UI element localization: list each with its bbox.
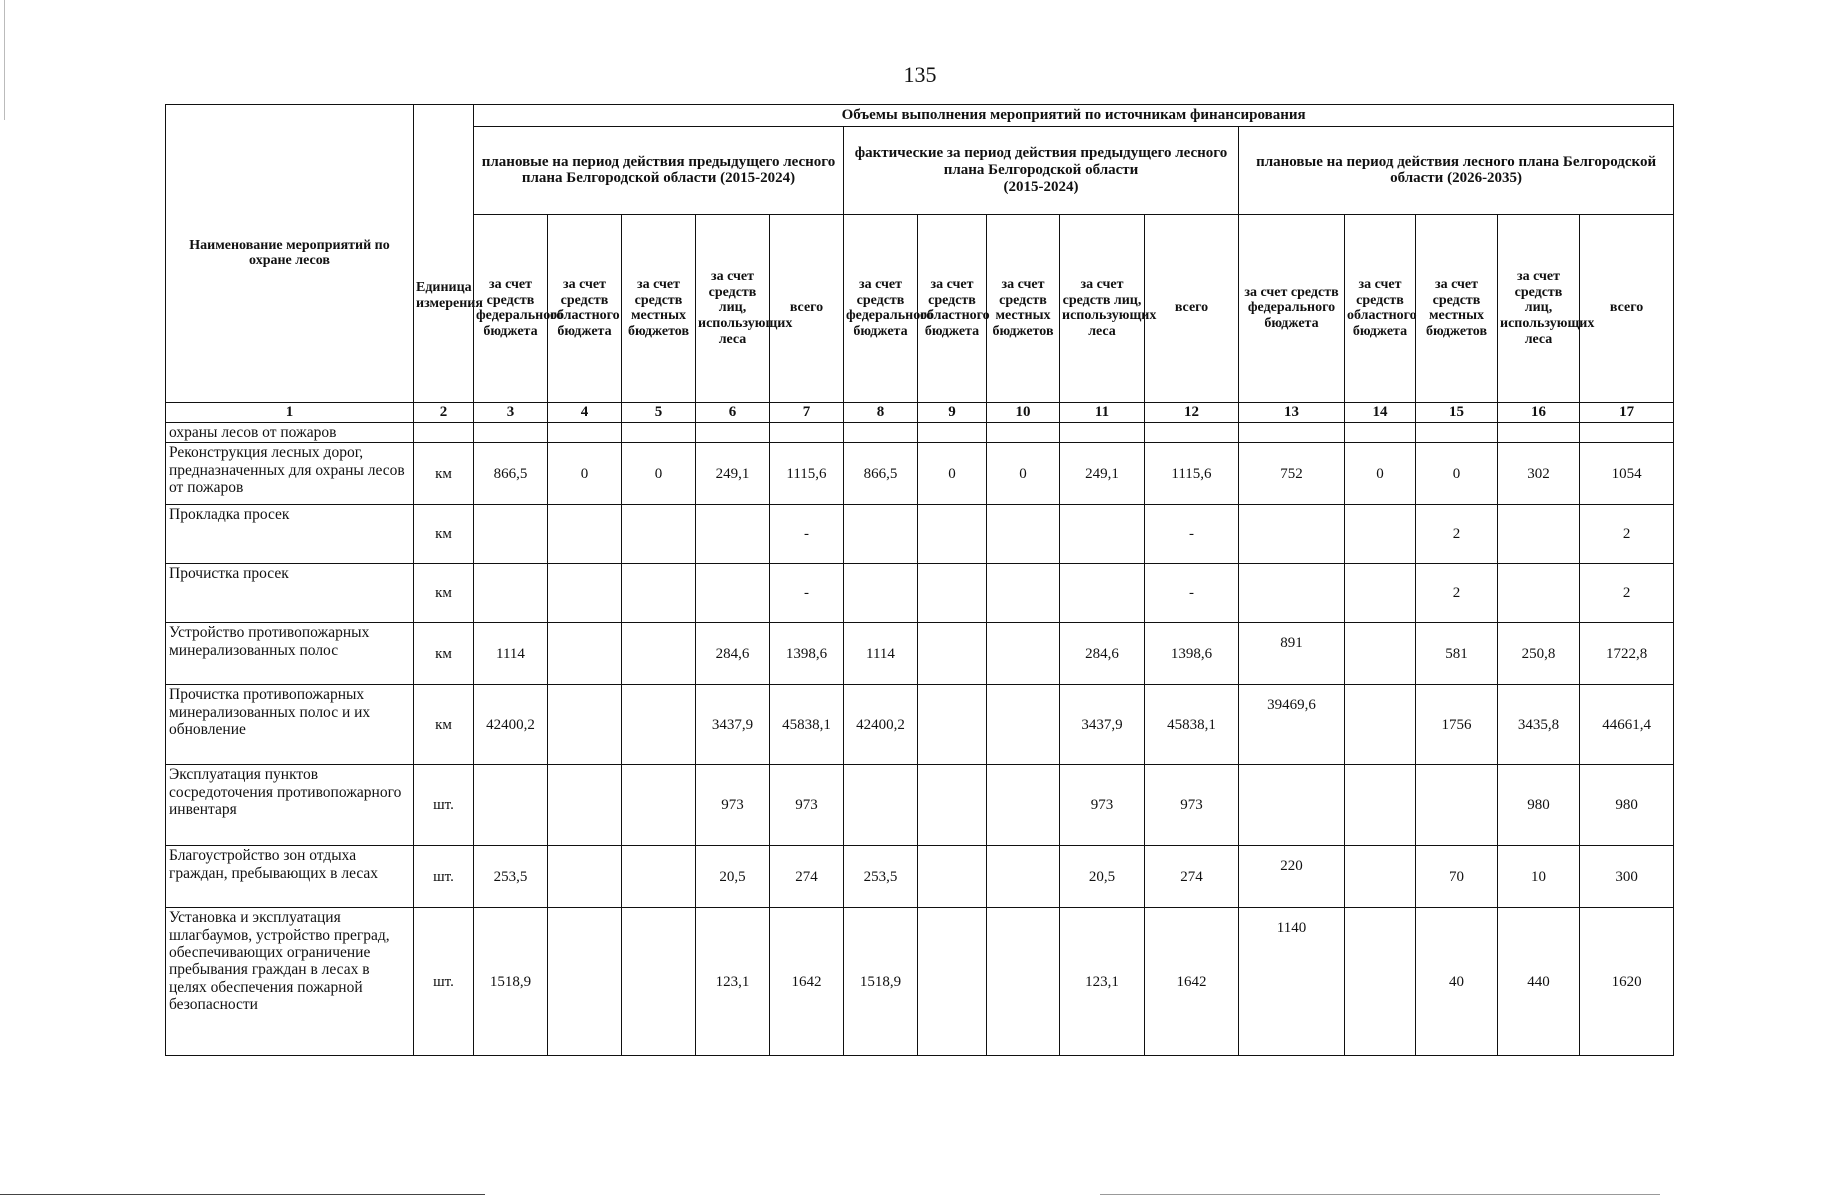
row-value-cell	[1345, 623, 1416, 685]
column-number-cell: 16	[1498, 402, 1580, 422]
row-value-cell	[696, 422, 770, 442]
row-value-cell: -	[770, 564, 844, 623]
row-value-cell	[844, 564, 918, 623]
row-value-cell: 1620	[1580, 908, 1674, 1056]
row-value-cell: 980	[1580, 765, 1674, 846]
row-value-cell	[770, 422, 844, 442]
forest-measures-table	[165, 104, 1674, 1056]
row-value-cell: 274	[1145, 846, 1239, 908]
header-group-fact-prev-line2: (2015-2024)	[1003, 178, 1079, 195]
row-name-cell: Прочистка противопожарных минерализованных полос и их обновление	[166, 685, 414, 765]
row-value-cell: 284,6	[1060, 623, 1145, 685]
row-value-cell: 1398,6	[770, 623, 844, 685]
header-sub-fed-next: за счет средств федерального бюджета	[1239, 214, 1345, 402]
row-value-cell	[1345, 765, 1416, 846]
row-value-cell: -	[770, 505, 844, 564]
row-value-cell: 44661,4	[1580, 685, 1674, 765]
row-value-cell	[622, 908, 696, 1056]
column-number-cell: 1	[166, 402, 414, 422]
row-name-cell: Установка и эксплуатация шлагбаумов, устройство преград, обеспечивающих ограничение пребывания граждан в лесах в целях обеспечения пожарной безопасности	[166, 908, 414, 1056]
row-value-cell	[1416, 422, 1498, 442]
row-value-cell	[1345, 422, 1416, 442]
row-value-cell	[622, 623, 696, 685]
row-value-cell	[987, 564, 1060, 623]
column-number-cell: 7	[770, 402, 844, 422]
row-value-cell	[622, 505, 696, 564]
row-value-cell: 0	[918, 443, 987, 505]
row-unit-cell	[414, 422, 474, 442]
row-value-cell	[474, 765, 548, 846]
row-value-cell: 123,1	[1060, 908, 1145, 1056]
header-group-fact-prev	[844, 126, 1239, 214]
row-value-cell: 1398,6	[1145, 623, 1239, 685]
row-value-cell	[474, 422, 548, 442]
row-value-cell	[548, 765, 622, 846]
header-sub-mest-plan: за счет средств местных бюджетов	[622, 214, 696, 402]
row-value-cell	[1060, 505, 1145, 564]
header-group-fact-prev-line1: фактические за период действия предыдущего лесного плана Белгородской области	[854, 145, 1228, 178]
row-value-cell: 973	[1145, 765, 1239, 846]
row-value-cell	[987, 846, 1060, 908]
column-number-cell: 8	[844, 402, 918, 422]
column-number-cell: 11	[1060, 402, 1145, 422]
row-value-cell: 250,8	[1498, 623, 1580, 685]
row-name-cell: Прокладка просек	[166, 505, 414, 564]
row-unit-cell: км	[414, 443, 474, 505]
header-sub-total-plan: всего	[770, 214, 844, 402]
row-value-cell: 1115,6	[770, 443, 844, 505]
row-value-cell: 973	[696, 765, 770, 846]
row-name-cell: Эксплуатация пунктов сосредоточения противопожарного инвентаря	[166, 765, 414, 846]
column-number-cell: 3	[474, 402, 548, 422]
row-value-cell	[1498, 564, 1580, 623]
row-value-cell	[844, 422, 918, 442]
table-row	[166, 422, 1674, 442]
row-value-cell	[987, 505, 1060, 564]
row-value-cell	[1416, 765, 1498, 846]
row-value-cell	[548, 685, 622, 765]
row-value-cell: 253,5	[844, 846, 918, 908]
scan-edge-line	[4, 0, 5, 120]
row-unit-cell: км	[414, 685, 474, 765]
row-value-cell	[548, 422, 622, 442]
row-value-cell	[1345, 908, 1416, 1056]
row-value-cell: 1518,9	[844, 908, 918, 1056]
row-value-cell: 440	[1498, 908, 1580, 1056]
bottom-edge-line-faint	[1100, 1194, 1660, 1195]
row-name-cell: охраны лесов от пожаров	[166, 422, 414, 442]
bottom-edge-line	[0, 1194, 485, 1195]
row-value-cell: 1518,9	[474, 908, 548, 1056]
row-value-cell	[987, 685, 1060, 765]
header-sub-mest-fact: за счет средств местных бюджетов	[987, 214, 1060, 402]
row-value-cell	[1345, 685, 1416, 765]
row-value-cell	[1580, 422, 1674, 442]
header-sub-obl-next: за счет средств областного бюджета	[1345, 214, 1416, 402]
row-unit-cell: шт.	[414, 765, 474, 846]
row-unit-cell: шт.	[414, 908, 474, 1056]
row-value-cell: 3437,9	[1060, 685, 1145, 765]
column-number-row	[166, 402, 1674, 422]
column-number-cell: 17	[1580, 402, 1674, 422]
row-value-cell	[1498, 505, 1580, 564]
row-value-cell	[1145, 422, 1239, 442]
row-value-cell: 284,6	[696, 623, 770, 685]
row-value-cell	[696, 505, 770, 564]
table-row	[166, 685, 1674, 765]
header-col-unit: Единица измерения	[414, 105, 474, 403]
row-value-cell: 300	[1580, 846, 1674, 908]
row-value-cell: 2	[1580, 564, 1674, 623]
row-value-cell	[918, 846, 987, 908]
row-value-cell	[1345, 505, 1416, 564]
row-value-cell	[622, 685, 696, 765]
row-unit-cell: шт.	[414, 846, 474, 908]
row-value-cell	[918, 765, 987, 846]
row-value-cell	[1239, 765, 1345, 846]
row-value-cell: 253,5	[474, 846, 548, 908]
row-name-cell: Реконструкция лесных дорог, предназначенных для охраны лесов от пожаров	[166, 443, 414, 505]
header-sub-fed-fact: за счет средств федерального бюджета	[844, 214, 918, 402]
row-value-cell	[548, 623, 622, 685]
row-value-cell: 1756	[1416, 685, 1498, 765]
table-row	[166, 908, 1674, 1056]
page-number: 135	[903, 62, 937, 87]
row-value-cell	[918, 908, 987, 1056]
row-value-cell: 581	[1416, 623, 1498, 685]
column-number-cell: 12	[1145, 402, 1239, 422]
row-value-cell: 0	[1345, 443, 1416, 505]
column-number-cell: 2	[414, 402, 474, 422]
row-value-cell: 10	[1498, 846, 1580, 908]
header-sub-obl-fact: за счет средств областного бюджета	[918, 214, 987, 402]
row-value-cell: -	[1145, 564, 1239, 623]
table-row	[166, 443, 1674, 505]
header-sub-fed-plan: за счет средств федерального бюджета	[474, 214, 548, 402]
row-value-cell	[987, 422, 1060, 442]
row-value-cell: 980	[1498, 765, 1580, 846]
row-value-cell: 973	[1060, 765, 1145, 846]
row-value-cell: 0	[1416, 443, 1498, 505]
column-number-cell: 9	[918, 402, 987, 422]
header-sub-total-fact: всего	[1145, 214, 1239, 402]
row-value-cell	[1345, 846, 1416, 908]
row-value-cell: 2	[1416, 564, 1498, 623]
table-row	[166, 564, 1674, 623]
row-value-cell	[1498, 422, 1580, 442]
row-value-cell	[918, 422, 987, 442]
header-sub-lic-next: за счет средств лиц, использующих леса	[1498, 214, 1580, 402]
row-value-cell: 220	[1239, 846, 1345, 908]
row-value-cell: 2	[1416, 505, 1498, 564]
column-number-cell: 13	[1239, 402, 1345, 422]
row-value-cell: 45838,1	[770, 685, 844, 765]
row-name-cell: Устройство противопожарных минерализованных полос	[166, 623, 414, 685]
row-value-cell	[696, 564, 770, 623]
row-value-cell	[622, 846, 696, 908]
row-value-cell	[987, 623, 1060, 685]
row-value-cell: 1722,8	[1580, 623, 1674, 685]
row-unit-cell: км	[414, 505, 474, 564]
row-value-cell: 0	[622, 443, 696, 505]
row-value-cell: 0	[987, 443, 1060, 505]
row-value-cell	[474, 564, 548, 623]
table-row	[166, 623, 1674, 685]
row-value-cell	[987, 908, 1060, 1056]
row-name-cell: Прочистка просек	[166, 564, 414, 623]
row-value-cell: 45838,1	[1145, 685, 1239, 765]
row-value-cell: 249,1	[696, 443, 770, 505]
table-row	[166, 505, 1674, 564]
row-value-cell: 39469,6	[1239, 685, 1345, 765]
row-value-cell: 752	[1239, 443, 1345, 505]
header-group-plan-next: плановые на период действия лесного плана Белгородской области (2026-2035)	[1239, 126, 1674, 214]
row-value-cell: 42400,2	[844, 685, 918, 765]
row-value-cell	[987, 765, 1060, 846]
row-value-cell	[918, 564, 987, 623]
column-number-cell: 15	[1416, 402, 1498, 422]
row-value-cell	[474, 505, 548, 564]
row-value-cell	[1060, 422, 1145, 442]
column-number-cell: 6	[696, 402, 770, 422]
row-value-cell	[1239, 564, 1345, 623]
table-row	[166, 765, 1674, 846]
header-group-plan-prev: плановые на период действия предыдущего лесного плана Белгородской области (2015-2024)	[474, 126, 844, 214]
forest-measures-table-wrapper	[165, 104, 1674, 1056]
row-value-cell: 1114	[474, 623, 548, 685]
row-value-cell	[548, 908, 622, 1056]
row-value-cell: -	[1145, 505, 1239, 564]
row-value-cell: 40	[1416, 908, 1498, 1056]
row-value-cell	[548, 505, 622, 564]
row-value-cell: 249,1	[1060, 443, 1145, 505]
row-value-cell	[1239, 505, 1345, 564]
row-value-cell: 302	[1498, 443, 1580, 505]
row-value-cell: 123,1	[696, 908, 770, 1056]
row-value-cell	[622, 564, 696, 623]
row-unit-cell: км	[414, 564, 474, 623]
row-value-cell: 1140	[1239, 908, 1345, 1056]
table-body	[166, 422, 1674, 1055]
header-group-main: Объемы выполнения мероприятий по источникам финансирования	[474, 105, 1674, 127]
row-value-cell: 0	[548, 443, 622, 505]
row-value-cell: 891	[1239, 623, 1345, 685]
row-value-cell: 1642	[1145, 908, 1239, 1056]
row-value-cell: 20,5	[696, 846, 770, 908]
row-value-cell: 42400,2	[474, 685, 548, 765]
row-value-cell	[622, 765, 696, 846]
row-name-cell: Благоустройство зон отдыха граждан, пребывающих в лесах	[166, 846, 414, 908]
header-sub-total-next: всего	[1580, 214, 1674, 402]
row-value-cell	[1060, 564, 1145, 623]
header-sub-mest-next: за счет средств местных бюджетов	[1416, 214, 1498, 402]
header-sub-lic-fact: за счет средств лиц, использующих леса	[1060, 214, 1145, 402]
row-value-cell	[918, 623, 987, 685]
row-value-cell	[918, 505, 987, 564]
row-unit-cell: км	[414, 623, 474, 685]
column-number-cell: 10	[987, 402, 1060, 422]
row-value-cell	[918, 685, 987, 765]
header-sub-lic-plan: за счет средств лиц, использующих леса	[696, 214, 770, 402]
row-value-cell: 1115,6	[1145, 443, 1239, 505]
row-value-cell	[1345, 564, 1416, 623]
row-value-cell: 3437,9	[696, 685, 770, 765]
header-sub-obl-plan: за счет средств областного бюджета	[548, 214, 622, 402]
row-value-cell: 70	[1416, 846, 1498, 908]
row-value-cell	[622, 422, 696, 442]
row-value-cell: 2	[1580, 505, 1674, 564]
row-value-cell: 20,5	[1060, 846, 1145, 908]
row-value-cell: 973	[770, 765, 844, 846]
table-row	[166, 846, 1674, 908]
column-number-cell: 4	[548, 402, 622, 422]
row-value-cell: 1054	[1580, 443, 1674, 505]
header-col-name: Наименование мероприятий по охране лесов	[166, 105, 414, 403]
column-number-cell: 5	[622, 402, 696, 422]
row-value-cell: 1642	[770, 908, 844, 1056]
row-value-cell	[548, 564, 622, 623]
row-value-cell	[548, 846, 622, 908]
row-value-cell: 274	[770, 846, 844, 908]
row-value-cell	[1239, 422, 1345, 442]
row-value-cell: 866,5	[844, 443, 918, 505]
row-value-cell	[844, 765, 918, 846]
row-value-cell	[844, 505, 918, 564]
row-value-cell: 3435,8	[1498, 685, 1580, 765]
row-value-cell: 1114	[844, 623, 918, 685]
row-value-cell: 866,5	[474, 443, 548, 505]
column-number-cell: 14	[1345, 402, 1416, 422]
